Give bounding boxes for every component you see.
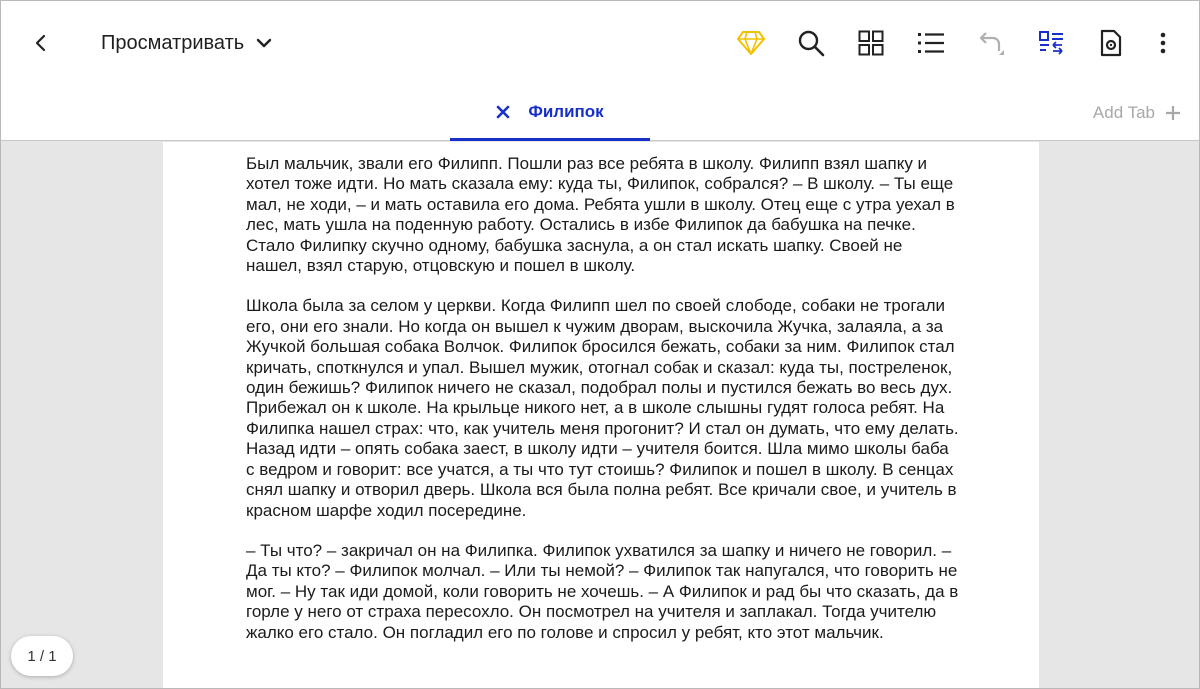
document-settings-button[interactable]	[1091, 23, 1131, 63]
view-mode-label: Просматривать	[101, 31, 245, 54]
more-options-button[interactable]	[1143, 23, 1183, 63]
back-arrow-icon	[31, 33, 51, 53]
tab-document[interactable]	[450, 85, 650, 141]
chevron-down-icon	[256, 37, 272, 49]
paragraph: – Ты что? – закричал он на Филипка. Филипок ухватился за шапку и ничего не говорил. – Да ты кто? – Филипок молчал. – Или ты немой? – Филипок так напугался, что говорить не мог. – Ну так иди домой, коли говорить не хочешь. – А Филипок и рад бы что сказать, да в горле у него от страха пересохло. Он посмотрел на учителя и заплакал. Тогда учителю жалко его стало. Он погладил его по голове и спросил у ребят, кто этот мальчик.	[246, 540, 959, 642]
text-reflow-icon	[1038, 30, 1064, 56]
premium-button[interactable]	[731, 23, 771, 63]
add-tab-label: Add Tab	[1092, 103, 1155, 122]
undo-icon	[976, 30, 1006, 56]
paragraph: Школа была за селом у церкви. Когда Филипп шел по своей слободе, собаки не трогали его, они его знали. Но когда он вышел к чужим дворам, выскочила Жучка, залаяла, а за Жучкой большая собака Волчок. Филипок бросился бежать, собаки за ним. Филипок стал кричать, споткнулся и упал. Вышел мужик, отогнал собак и сказал: куда ты, постреленок, один бежишь? Филипок ничего не сказал, подобрал полы и пустился бежать во весь дух. Прибежал он к школе. На крыльце никого нет, а в школе слышны гудят голоса ребят. На Филипка нашел страх: что, как учитель меня прогонит? И стал он думать, что ему делать. Назад идти – опять собака заест, в школу идти – учителя боится. Шла мимо школы баба с ведром и говорит: все учатся, а ты что тут стоишь? Филипок и пошел в школу. В сенцах снял шапку и отворил дверь. Школа вся была полна ребят. Все кричали свое, и учитель в красном шарфе ходил посередине.	[246, 296, 959, 520]
diamond-icon	[736, 30, 766, 56]
grid-view-icon	[858, 30, 884, 56]
document-settings-icon	[1099, 29, 1123, 57]
tab-bar	[1, 85, 1199, 141]
back-button[interactable]	[23, 25, 59, 61]
thumbnails-button[interactable]	[851, 23, 891, 63]
page-counter[interactable]: 1 / 1	[11, 636, 73, 676]
add-tab-button[interactable]	[1093, 85, 1181, 141]
document-page[interactable]	[163, 142, 1039, 689]
more-vert-icon	[1159, 31, 1167, 55]
reflow-button[interactable]	[1031, 23, 1071, 63]
search-icon	[797, 29, 825, 57]
outline-button[interactable]	[911, 23, 951, 63]
close-icon	[496, 105, 510, 119]
plus-icon	[1165, 105, 1181, 121]
tab-close-button[interactable]	[496, 105, 510, 119]
undo-button[interactable]	[971, 23, 1011, 63]
paragraph: Был мальчик, звали его Филипп. Пошли раз все ребята в школу. Филипп взял шапку и хотел тоже идти. Но мать сказала ему: куда ты, Филипок, собрался? – В школу. – Ты еще мал, не ходи, – и мать оставила его дома. Ребята ушли в школу. Отец еще с утра уехал в лес, мать ушла на поденную работу. Остались в избе Филипок да бабушка на печке. Стало Филипку скучно одному, бабушка заснула, а он стал искать шапку. Своей не нашел, взял старую, отцовскую и пошел в школу.	[246, 154, 955, 276]
top-toolbar	[1, 1, 1199, 85]
search-button[interactable]	[791, 23, 831, 63]
list-icon	[917, 31, 945, 55]
view-mode-dropdown[interactable]	[101, 27, 272, 59]
tab-label: Филипок	[528, 101, 604, 121]
document-text	[246, 154, 961, 663]
